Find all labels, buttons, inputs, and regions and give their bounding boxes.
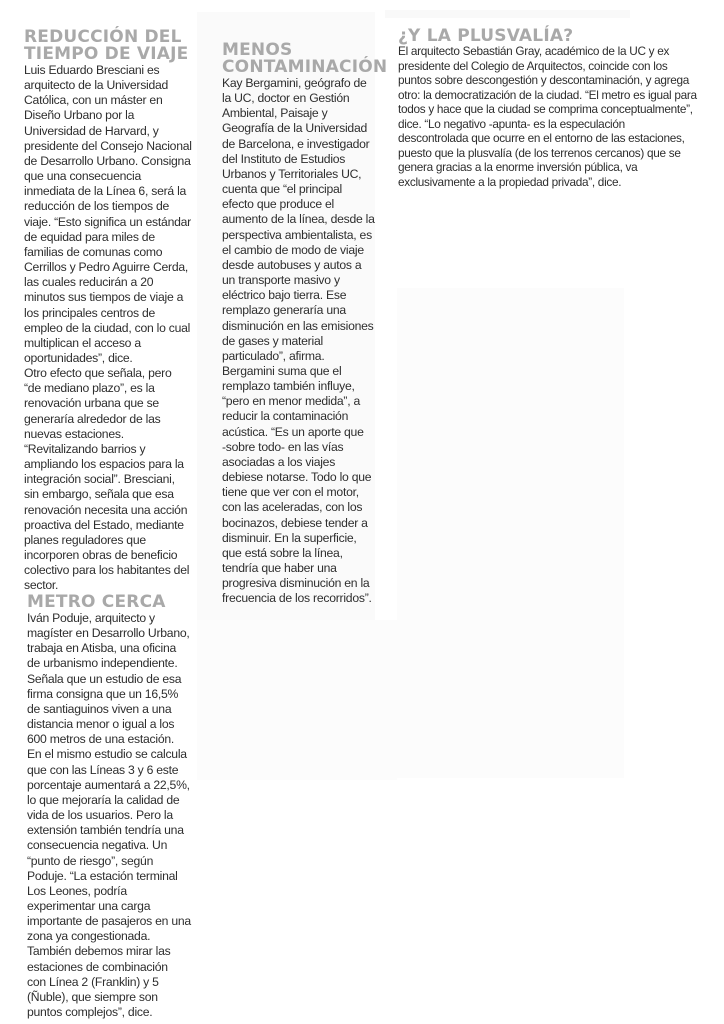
section-heading: METRO CERCA (27, 592, 166, 612)
section-heading: REDUCCIÓN DEL TIEMPO DE VIAJE (24, 27, 189, 64)
section-travel-time-reduction (24, 29, 214, 593)
section-heading: MENOS CONTAMINACIÓN (222, 40, 388, 77)
section-metro-nearby (27, 594, 217, 1020)
background-panel-center-lower (197, 620, 397, 780)
section-body: Kay Bergamini, geógrafo de la UC, doctor en Gestión Ambiental, Paisaje y Geografía de la Universidad de Barcelona, e investigador del Instituto de Estudios Urbanos y Territoriales UC, cuenta que “el principal efecto que produce el aumento de la línea, desde la perspectiva ambientalista, es el cambio de modo de viaje desde autobuses y autos a un transporte masivo y eléctrico bajo tierra. Ese remplazo generaría una disminución en las emisiones de gases y material particulado”, afirma. Bergamini suma que el remplazo también influye, “pero en menor medida”, a reducir la contaminación acústica. “Es un aporte que -sobre todo- en las vías asociadas a los viajes debiese notarse. Todo lo que tiene que ver con el motor, con las aceleradas, con los bocinazos, debiese tender a disminuir. En la superficie, que está sobre la línea, tendría que haber una progresiva disminución en la frecuencia de los recorridos”. (222, 76, 375, 606)
section-body: El arquitecto Sebastián Gray, académico de la UC y ex presidente del Colegio de Arquitectos, coincide con los puntos sobre descongestión y descontaminación, y agrega otro: la democratización de la ciudad. “El metro es igual para todos y hace que la ciudad se comprima conceptualmente”, dice. “Lo negativo -apunta- es la especulación descontrolada que ocurre en el entorno de las estaciones, puesto que la plusvalía (de los terrenos cercanos) que se genera gracias a la enorme inversión pública, va exclusivamente a la propiedad privada”, dice. (398, 44, 697, 189)
section-heading: ¿Y LA PLUSVALÍA? (398, 26, 574, 46)
section-body: Iván Poduje, arquitecto y magíster en Desarrollo Urbano, trabaja en Atisba, una oficina de urbanismo independiente. Señala que un estudio de esa firma consigna que un 16,5% de santiaguinos viven a una distancia menor o igual a los 600 metros de una estación. En el mismo estudio se calcula que con las Líneas 3 y 6 este porcentaje aumentará a 22,5%, lo que mejoraría la calidad de vida de los usuarios. Pero la extensión también tendría una consecuencia negativa. Un “punto de riesgo”, según Poduje. “La estación terminal Los Leones, podría experimentar una carga importante de pasajeros en una zona ya congestionada. También debemos mirar las estaciones de combinación con Línea 2 (Franklin) y 5 (Ñuble), que siempre son puntos complejos”, dice. (27, 611, 191, 1020)
background-strip-right-top (385, 10, 630, 18)
section-surplus-value (398, 28, 720, 189)
section-less-pollution (222, 40, 388, 606)
section-body: Luis Eduardo Bresciani es arquitecto de la Universidad Católica, con un máster en Diseño Urbano por la Universidad de Harvard, y presidente del Consejo Nacional de Desarrollo Urbano. Consigna que una consecuencia inmediata de la Línea 6, será la reducción de los tiempos de viaje. “Esto significa un estándar de equidad para miles de familias de comunas como Cerrillos y Pedro Aguirre Cerda, las cuales reducirán a 20 minutos sus tiempos de viaje a los principales centros de empleo de la ciudad, con lo cual multiplican el acceso a oportunidades”, dice. Otro efecto que señala, pero “de mediano plazo”, es la renovación urbana que se generaría alrededor de las nuevas estaciones. “Revitalizando barrios y ampliando los espacios para la integración social”. Bresciani, sin embargo, señala que esa renovación necesita una acción proactiva del Estado, mediante planes reguladores que incorporen obras de beneficio colectivo para los habitantes del sector. (24, 63, 192, 593)
background-panel-right (397, 288, 624, 778)
